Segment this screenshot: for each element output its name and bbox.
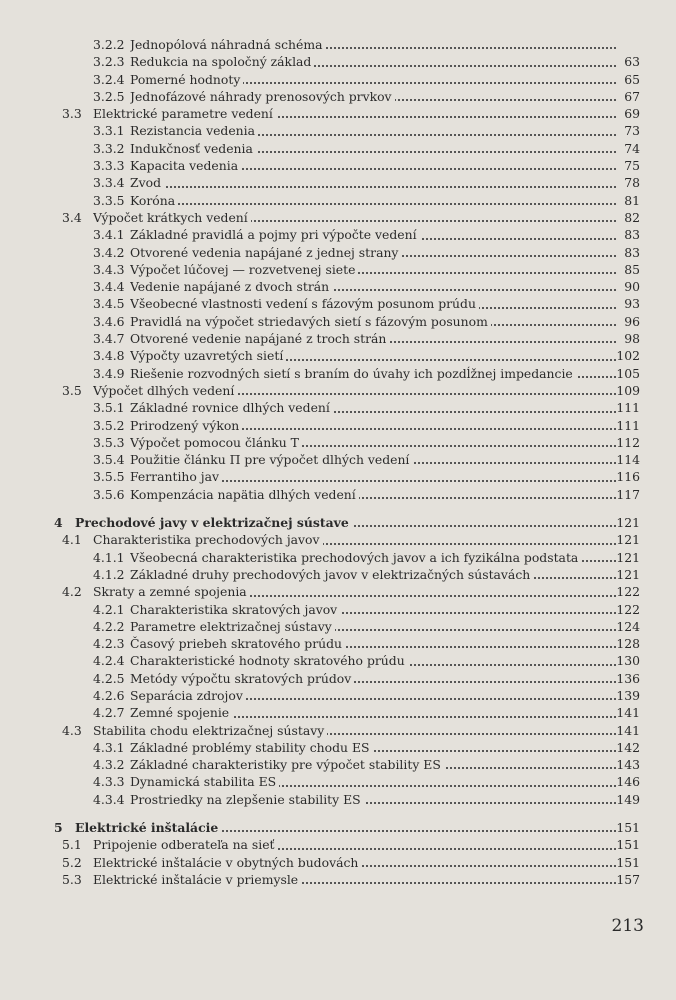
toc-entry-leader [130, 739, 616, 756]
toc-entry [0, 71, 676, 88]
toc-entry-number: 3.4.1 [93, 227, 125, 243]
toc-entry-leader [93, 854, 616, 871]
toc-entry-title: Pravidlá na výpočet striedavých sietí s fázovým posunom [130, 314, 491, 329]
toc-entry-number: 3.5.1 [93, 400, 125, 416]
toc-entry-title: Výpočty uzavretých sietí [130, 348, 286, 363]
dot-leader [130, 186, 616, 188]
toc-entry-title: Prechodové javy v elektrizačnej sústave [75, 515, 352, 530]
toc-entry-title: Koróna [130, 193, 178, 208]
toc-entry-title: Stabilita chodu elektrizačnej sústavy [93, 723, 327, 738]
toc-entry-title: Výpočet pomocou článku T [130, 435, 302, 450]
toc-entry-leader [93, 382, 616, 399]
toc-entry-page: 114 [616, 452, 640, 468]
toc-entry-title: Výpočet dlhých vedení [93, 383, 237, 398]
toc-entry [0, 739, 676, 756]
toc-entry-page: 74 [624, 140, 640, 156]
toc-entry-leader [130, 756, 616, 773]
toc-entry-page: 121 [616, 532, 640, 548]
toc-entry [0, 226, 676, 243]
toc-entry [0, 140, 676, 157]
toc-entry-page: 136 [616, 670, 640, 686]
toc-entry-number: 3.5.2 [93, 417, 125, 433]
toc-entry [0, 451, 676, 468]
toc-entry-page: 93 [624, 296, 640, 312]
toc-entry [0, 670, 676, 687]
toc-entry-title: Kompenzácia napätia dlhých vedení [130, 487, 359, 502]
toc-entry-number: 4.3.1 [93, 739, 125, 755]
toc-entry [0, 722, 676, 739]
toc-entry [0, 122, 676, 139]
toc-entry-number: 4.1.1 [93, 549, 125, 565]
toc-entry-page: 67 [624, 88, 640, 104]
toc-entry-leader [130, 566, 616, 583]
toc-entry-title: Otvorené vedenia napájané z jednej strany [130, 245, 401, 260]
toc-entry [0, 330, 676, 347]
toc-entry-leader [130, 244, 616, 261]
toc-entry-page: 121 [616, 549, 640, 565]
toc-entry-title: Vedenie napájané z dvoch strán [130, 279, 332, 294]
toc-entry-page: 122 [616, 601, 640, 617]
toc-entry-number: 5 [54, 820, 63, 836]
toc-entry-number: 3.4.4 [93, 279, 125, 295]
toc-entry [0, 756, 676, 773]
toc-entry-leader [93, 583, 616, 600]
toc-entry-title: Elektrické inštalácie [75, 820, 221, 835]
toc-entry-page: 142 [616, 739, 640, 755]
toc-entry-number: 4.2.6 [93, 687, 125, 703]
toc-entry-leader [130, 601, 616, 618]
toc-entry-leader [130, 670, 616, 687]
toc-entry-number: 3.4.7 [93, 331, 125, 347]
toc-entry-title: Časový priebeh skratového prúdu [130, 636, 345, 651]
toc-entry-page: 105 [616, 365, 640, 381]
toc-entry-leader [130, 399, 616, 416]
toc-entry-leader [130, 468, 616, 485]
toc-entry-leader [130, 330, 616, 347]
toc-entry-leader [93, 722, 616, 739]
toc-entry-number: 3.3.1 [93, 123, 125, 139]
toc-entry-number: 3.3 [62, 106, 82, 122]
toc-entry-number: 4.2.4 [93, 653, 125, 669]
toc-entry-page: 139 [616, 687, 640, 703]
toc-entry-leader [93, 209, 616, 226]
toc-entry-title: Všeobecné vlastnosti vedení s fázovým posunom prúdu [130, 296, 479, 311]
toc-entry-title: Prostriedky na zlepšenie stability ES [130, 792, 364, 807]
toc-entry-leader [130, 365, 616, 382]
toc-entry-title: Elektrické inštalácie v priemysle [93, 872, 301, 887]
toc-entry-title: Všeobecná charakteristika prechodových javov a ich fyzikálna podstata [130, 550, 581, 565]
toc-entry-title: Separácia zdrojov [130, 688, 246, 703]
toc-entry-number: 5.3 [62, 871, 82, 887]
toc-entry-leader [130, 313, 616, 330]
toc-entry-leader [130, 652, 616, 669]
toc-entry-title: Metódy výpočtu skratových prúdov [130, 671, 354, 686]
toc-entry-number: 4 [54, 515, 63, 531]
toc-entry-number: 3.5 [62, 382, 82, 398]
toc-entry-title: Základné pravidlá a pojmy pri výpočte vedení [130, 227, 420, 242]
toc-entry [0, 313, 676, 330]
toc-entry-leader [130, 53, 616, 70]
toc-entry [0, 687, 676, 704]
toc-entry-title: Charakteristika prechodových javov [93, 532, 323, 547]
toc-entry-page: 81 [624, 192, 640, 208]
toc-entry [0, 105, 676, 122]
toc-entry-title: Pripojenie odberateľa na sieť [93, 837, 278, 852]
toc-entry-number: 3.2.5 [93, 88, 125, 104]
toc-entry [0, 566, 676, 583]
toc-entry [0, 295, 676, 312]
toc-entry-title: Zemné spojenie [130, 705, 232, 720]
toc-entry-leader [93, 836, 616, 853]
toc-entry-leader [130, 71, 616, 88]
toc-entry [0, 399, 676, 416]
toc-entry-leader [130, 791, 616, 808]
toc-entry-number: 4.3 [62, 722, 82, 738]
toc-entry-number: 4.2.5 [93, 670, 125, 686]
toc-entry-title: Redukcia na spoločný základ [130, 54, 314, 69]
toc-entry-page: 146 [616, 774, 640, 790]
toc-entry-title: Elektrické parametre vedení [93, 106, 276, 121]
toc-entry [0, 365, 676, 382]
toc-entry-number: 3.5.6 [93, 486, 125, 502]
toc-entry-title: Otvorené vedenie napájané z troch strán [130, 331, 389, 346]
toc-entry-number: 5.2 [62, 854, 82, 870]
toc-entry-title: Základné problémy stability chodu ES [130, 740, 373, 755]
toc-entry-number: 3.4.3 [93, 261, 125, 277]
toc-entry-number: 3.3.5 [93, 192, 125, 208]
toc-entry-title: Dynamická stabilita ES [130, 774, 279, 789]
toc-entry [0, 871, 676, 888]
toc-entry-leader [130, 618, 616, 635]
toc-entry-number: 4.2 [62, 584, 82, 600]
toc-entry-page: 151 [616, 837, 640, 853]
toc-entry-number: 3.4.5 [93, 296, 125, 312]
toc-entry-leader [130, 140, 616, 157]
toc-entry-page: 78 [624, 175, 640, 191]
toc-entry-leader [93, 105, 616, 122]
toc-entry-number: 4.1 [62, 532, 82, 548]
toc-entry-title: Rezistancia vedenia [130, 123, 258, 138]
toc-entry-page: 83 [624, 227, 640, 243]
toc-entry [0, 531, 676, 548]
toc-entry-page: 124 [616, 618, 640, 634]
toc-entry-number: 3.4.9 [93, 365, 125, 381]
toc-entry [0, 36, 676, 53]
toc-entry-number: 4.3.2 [93, 757, 125, 773]
toc-entry [0, 836, 676, 853]
toc-entry-title: Použitie článku Π pre výpočet dlhých vedení [130, 452, 412, 467]
toc-entry-leader [130, 157, 616, 174]
toc-entry-leader [130, 417, 616, 434]
toc-entry-title: Ferrantiho jav [130, 469, 222, 484]
toc-entry [0, 791, 676, 808]
toc-entry-leader [130, 635, 616, 652]
toc-entry-number: 3.3.2 [93, 140, 125, 156]
toc-entry-page: 112 [616, 434, 640, 450]
toc-entry-page: 83 [624, 244, 640, 260]
toc-entry-number: 3.4.8 [93, 348, 125, 364]
toc-entry [0, 192, 676, 209]
toc-entry-leader [130, 88, 616, 105]
toc-entry-title: Základné druhy prechodových javov v elektrizačných sústavách [130, 567, 533, 582]
toc-entry-leader [75, 819, 616, 836]
toc-entry-number: 4.3.4 [93, 791, 125, 807]
toc-entry-page: 102 [616, 348, 640, 364]
toc-entry-page: 141 [616, 705, 640, 721]
toc-entry-leader [130, 122, 616, 139]
toc-entry-number: 3.5.5 [93, 469, 125, 485]
toc-entry-page: 151 [616, 820, 640, 836]
toc-entry-leader [130, 704, 616, 721]
toc-entry-number: 3.4.2 [93, 244, 125, 260]
toc-entry [0, 601, 676, 618]
toc-entry-title: Jednofázové náhrady prenosových prvkov [130, 89, 395, 104]
toc-entry-title: Výpočet krátkych vedení [93, 210, 251, 225]
toc-entry-leader [75, 514, 616, 531]
toc-entry-page: 85 [624, 261, 640, 277]
toc-entry-number: 3.5.4 [93, 452, 125, 468]
toc-entry-page: 98 [624, 331, 640, 347]
toc-entry-title: Pomerné hodnoty [130, 72, 243, 87]
toc-entry-leader [130, 261, 616, 278]
toc-entry-title: Základné charakteristiky pre výpočet stability ES [130, 757, 444, 772]
toc-entry-number: 3.2.2 [93, 37, 125, 52]
toc-entry [0, 157, 676, 174]
toc-entry-page: 151 [616, 854, 640, 870]
toc-entry-leader [93, 871, 616, 888]
toc-entry [0, 417, 676, 434]
toc-entry [0, 278, 676, 295]
toc-entry-page: 141 [616, 722, 640, 738]
toc-entry-leader [130, 192, 616, 209]
toc-entry-leader [130, 278, 616, 295]
toc-entry-page: 109 [616, 382, 640, 398]
toc-entry-number: 4.3.3 [93, 774, 125, 790]
toc-entry-title: Kapacita vedenia [130, 158, 241, 173]
toc-entry [0, 549, 676, 566]
toc-entry [0, 854, 676, 871]
table-of-contents [0, 36, 676, 888]
toc-entry [0, 652, 676, 669]
toc-entry-number: 3.2.4 [93, 71, 125, 87]
toc-entry-title: Zvod [130, 175, 164, 190]
toc-entry-leader [130, 174, 616, 191]
toc-entry-page: 143 [616, 757, 640, 773]
toc-entry [0, 382, 676, 399]
toc-entry [0, 88, 676, 105]
toc-entry-title: Riešenie rozvodných sietí s braním do úvahy ich pozdĺžnej impedancie [130, 366, 576, 381]
toc-entry-title: Jednopólová náhradná schéma [130, 37, 325, 52]
toc-entry [0, 486, 676, 503]
toc-entry [0, 819, 676, 836]
toc-entry-page: 82 [624, 209, 640, 225]
toc-entry-leader [130, 687, 616, 704]
toc-entry [0, 468, 676, 485]
toc-entry-page: 157 [616, 871, 640, 887]
toc-entry-number: 4.1.2 [93, 566, 125, 582]
toc-entry [0, 53, 676, 70]
toc-entry [0, 434, 676, 451]
toc-entry-page: 122 [616, 584, 640, 600]
toc-entry-page: 149 [616, 791, 640, 807]
toc-entry-number: 4.2.1 [93, 601, 125, 617]
toc-entry-page: 116 [616, 469, 640, 485]
toc-entry-title: Prirodzený výkon [130, 418, 242, 433]
toc-entry-title: Základné rovnice dlhých vedení [130, 400, 333, 415]
toc-entry-leader [130, 451, 616, 468]
toc-entry-number: 4.2.7 [93, 705, 125, 721]
toc-entry-page: 75 [624, 158, 640, 174]
toc-entry-title: Charakteristika skratových javov [130, 602, 340, 617]
toc-entry-number: 3.3.4 [93, 175, 125, 191]
toc-entry-number: 5.1 [62, 837, 82, 853]
toc-entry-title: Indukčnosť vedenia [130, 141, 256, 156]
toc-entry-page: 96 [624, 313, 640, 329]
toc-entry-leader [130, 773, 616, 790]
toc-entry-leader [130, 295, 616, 312]
toc-entry-page: 121 [616, 566, 640, 582]
section-gap [0, 808, 676, 819]
toc-entry [0, 209, 676, 226]
toc-entry-page: 117 [616, 486, 640, 502]
toc-entry [0, 244, 676, 261]
toc-entry [0, 174, 676, 191]
toc-entry-leader [130, 549, 616, 566]
toc-entry-number: 3.4 [62, 209, 82, 225]
toc-entry-number: 3.4.6 [93, 313, 125, 329]
toc-entry-title: Výpočet lúčovej — rozvetvenej siete [130, 262, 358, 277]
section-gap [0, 503, 676, 514]
toc-entry-page: 111 [616, 400, 640, 416]
toc-entry-page: 90 [624, 279, 640, 295]
toc-entry-title: Parametre elektrizačnej sústavy [130, 619, 335, 634]
toc-entry-leader [130, 226, 616, 243]
toc-entry-page: 63 [624, 54, 640, 70]
toc-entry-page: 130 [616, 653, 640, 669]
toc-entry-title: Charakteristické hodnoty skratového prúdu [130, 653, 408, 668]
toc-entry-title: Elektrické inštalácie v obytných budovách [93, 855, 361, 870]
toc-entry [0, 618, 676, 635]
toc-entry-page: 128 [616, 636, 640, 652]
toc-entry-page: 69 [624, 106, 640, 122]
toc-entry-page: 121 [616, 515, 640, 531]
toc-entry-page: 65 [624, 71, 640, 87]
toc-entry [0, 773, 676, 790]
toc-entry-number: 4.2.2 [93, 618, 125, 634]
toc-entry [0, 583, 676, 600]
toc-entry-leader [93, 531, 616, 548]
toc-entry-page: 73 [624, 123, 640, 139]
dot-leader [130, 203, 616, 205]
toc-entry-leader [130, 434, 616, 451]
toc-entry-number: 3.3.3 [93, 158, 125, 174]
toc-entry [0, 261, 676, 278]
toc-entry [0, 635, 676, 652]
toc-entry-page: 111 [616, 417, 640, 433]
page-number: 213 [611, 916, 644, 936]
toc-entry-leader [130, 486, 616, 503]
toc-entry-number: 3.2.3 [93, 54, 125, 70]
toc-entry-title: Skraty a zemné spojenia [93, 584, 250, 599]
toc-entry-leader [130, 36, 616, 53]
toc-entry-number: 4.2.3 [93, 636, 125, 652]
toc-entry [0, 347, 676, 364]
toc-entry [0, 704, 676, 721]
toc-entry-leader [130, 347, 616, 364]
toc-entry [0, 514, 676, 531]
toc-entry-number: 3.5.3 [93, 434, 125, 450]
